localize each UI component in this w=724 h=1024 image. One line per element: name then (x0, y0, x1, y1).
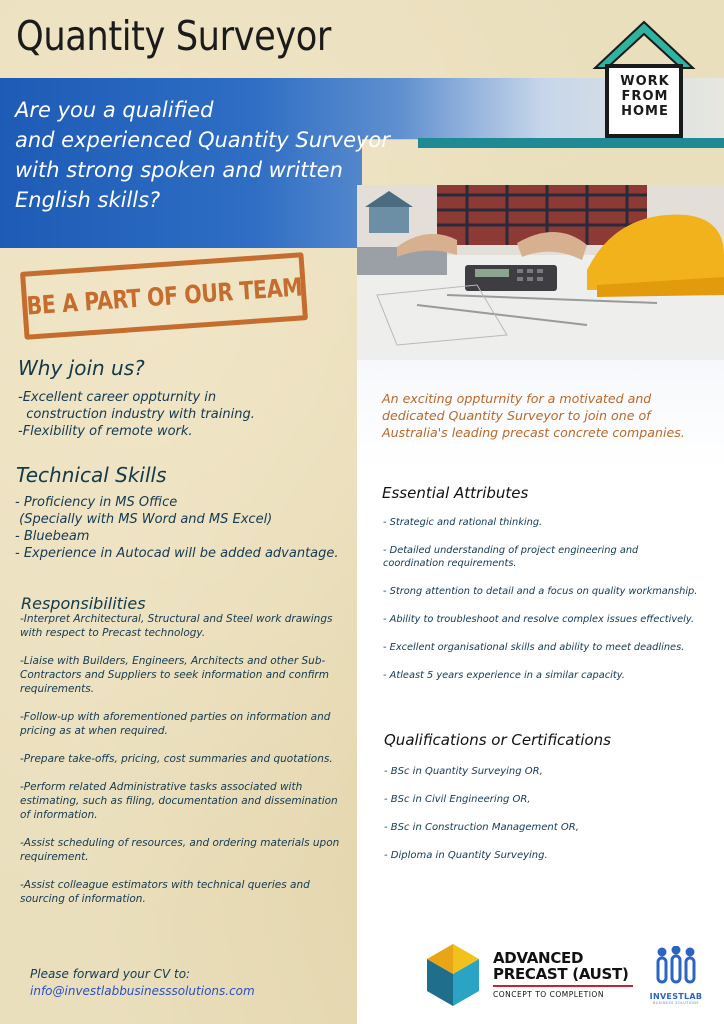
essential-list (383, 516, 718, 697)
intro-text: An exciting oppturnity for a motivated and dedicated Quantity Surveyor to join one of Australia's leading precast concrete companies. (382, 391, 685, 440)
responsibility-item: -Liaise with Builders, Engineers, Architects and other Sub-Contractors and Suppliers to seek information and confirm requirements. (20, 655, 329, 695)
investlab-logo (648, 946, 704, 1008)
technical-item: - Experience in Autocad will be added advantage. (15, 546, 339, 561)
headline-line-2: and experienced Quantity Surveyor (15, 128, 390, 152)
ap-line-2: PRECAST (AUST) (493, 965, 629, 983)
badge-line-3: HOME (621, 104, 669, 119)
essential-item: - Ability to troubleshoot and resolve complex issues effectively. (383, 614, 695, 625)
essential-item: - Strong attention to detail and a focus on quality workmanship. (383, 586, 698, 597)
essential-item: - Atleast 5 years experience in a similar capacity. (383, 670, 625, 681)
workspace-photo (357, 185, 724, 360)
technical-item: - Proficiency in MS Office (15, 495, 178, 510)
headline (15, 95, 405, 215)
essential-item: - Strategic and rational thinking. (383, 517, 543, 528)
technical-item: (Specially with MS Word and MS Excel) (15, 512, 273, 527)
qualification-item: - BSc in Quantity Surveying OR, (384, 766, 543, 777)
responsibilities-heading: Responsibilities (21, 594, 146, 613)
responsibility-item: -Follow-up with aforementioned parties on information and pricing as at when required. (20, 711, 331, 737)
responsibility-item: -Prepare take-offs, pricing, cost summaries and quotations. (20, 753, 333, 765)
technical-item: - Bluebeam (15, 529, 90, 544)
responsibility-item: -Assist colleague estimators with technical queries and sourcing of information. (20, 879, 310, 905)
qualification-item: - Diploma in Quantity Surveying. (384, 850, 548, 861)
headline-line-3: with strong spoken and written (15, 158, 343, 182)
responsibility-item: -Perform related Administrative tasks associated with estimating, such as filing, documentation and dissemination of information. (20, 781, 338, 821)
why-heading: Why join us? (18, 356, 145, 380)
page-title: Quantity Surveyor (16, 12, 331, 60)
ap-tagline: CONCEPT TO COMPLETION (493, 990, 604, 999)
ap-line-1: ADVANCED (493, 949, 584, 967)
contact-prompt: Please forward your CV to: (30, 967, 191, 981)
contact-block (30, 966, 330, 1000)
responsibilities-list (20, 612, 350, 920)
why-list (18, 389, 348, 440)
ap-rule (493, 985, 633, 987)
contact-email-link[interactable]: info@investlabbusinesssolutions.com (30, 984, 255, 998)
qualifications-list (384, 765, 714, 877)
investlab-name: INVESTLAB (649, 992, 703, 1001)
qualification-item: - BSc in Construction Management OR, (384, 822, 579, 833)
stamp-text: BE A PART OF OUR TEAM (25, 271, 303, 321)
essential-item: - Excellent organisational skills and ability to meet deadlines. (383, 642, 685, 653)
investlab-sub: BUSINESS SOLUTIONS (653, 1001, 699, 1005)
why-item: -Excellent career oppturnity in (18, 390, 217, 405)
essential-item: - Detailed understanding of project engineering and coordination requirements. (383, 545, 639, 569)
why-item: construction industry with training. (18, 407, 255, 422)
badge-line-2: FROM (621, 89, 669, 104)
qualification-item: - BSc in Civil Engineering OR, (384, 794, 531, 805)
badge-line-1: WORK (620, 74, 670, 89)
qualifications-heading: Qualifications or Certifications (384, 731, 611, 749)
headline-line-4: English skills? (15, 188, 161, 212)
advanced-precast-logo-icon (427, 944, 479, 1006)
technical-heading: Technical Skills (16, 463, 167, 487)
technical-list (15, 494, 355, 562)
responsibility-item: -Assist scheduling of resources, and ordering materials upon requirement. (20, 837, 340, 863)
advanced-precast-wordmark (493, 950, 643, 999)
headline-line-1: Are you a qualified (15, 98, 214, 122)
why-item: -Flexibility of remote work. (18, 424, 193, 439)
work-from-home-badge (585, 16, 703, 140)
essential-heading: Essential Attributes (382, 484, 529, 502)
people-icon (654, 946, 698, 986)
responsibility-item: -Interpret Architectural, Structural and Steel work drawings with respect to Precast technology. (20, 613, 333, 639)
workspace-illustration (357, 185, 724, 360)
